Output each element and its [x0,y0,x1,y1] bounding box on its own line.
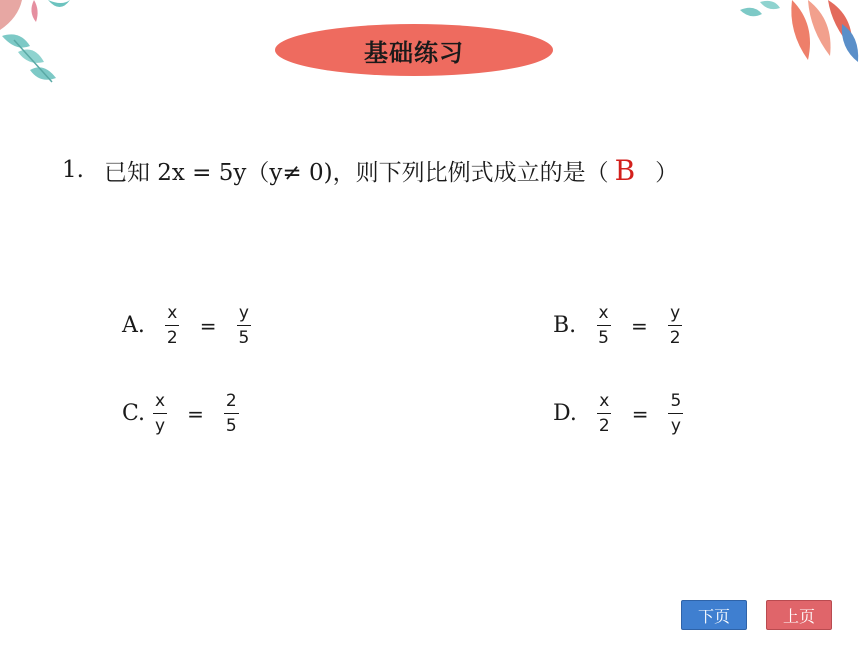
option-d [553,391,689,436]
fraction-right [668,303,683,348]
numerator: x [153,391,167,414]
next-page-button[interactable]: 下页 [681,600,747,630]
option-letter: C. [122,401,146,426]
numerator: x [597,391,611,414]
denominator: 5 [238,328,250,348]
denominator: y [155,416,166,436]
equals-sign: = [631,401,649,426]
fraction-right [668,391,683,436]
denominator: 2 [598,416,610,436]
denominator: 5 [598,328,609,348]
fraction-right [236,303,251,348]
denominator: 2 [166,328,178,348]
numerator: y [668,303,682,326]
equals-sign: = [631,313,648,338]
question-answer: B [614,153,636,187]
option-letter: D. [553,401,577,426]
denominator: 5 [225,416,237,436]
corner-leaves-decoration-right [730,0,860,70]
denominator: 2 [669,328,681,348]
question-stem: 已知 2x = 5y（y≠ 0)，则下列比例式成立的是（ [103,159,609,186]
fraction-right [224,391,239,436]
previous-page-button[interactable]: 上页 [766,600,832,630]
question [62,150,678,190]
numerator: y [237,303,251,326]
option-letter: A. [122,313,145,338]
option-c [122,391,245,436]
denominator: y [670,416,681,436]
numerator: 2 [224,391,239,414]
section-title-pill [275,24,553,76]
fraction-left [153,391,167,436]
fraction-left [596,303,611,348]
equals-sign: = [187,401,204,426]
question-number: 1. [62,157,84,183]
option-a [122,303,257,348]
question-stem-end: ） [655,159,679,186]
corner-leaves-decoration-left [0,0,80,90]
numerator: 5 [668,391,683,414]
option-b [553,303,689,348]
numerator: x [597,303,611,326]
section-title: 基础练习 [364,38,464,67]
option-letter: B. [553,313,577,338]
fraction-left [165,303,180,348]
fraction-left [597,391,612,436]
equals-sign: = [199,313,217,338]
numerator: x [165,303,179,326]
